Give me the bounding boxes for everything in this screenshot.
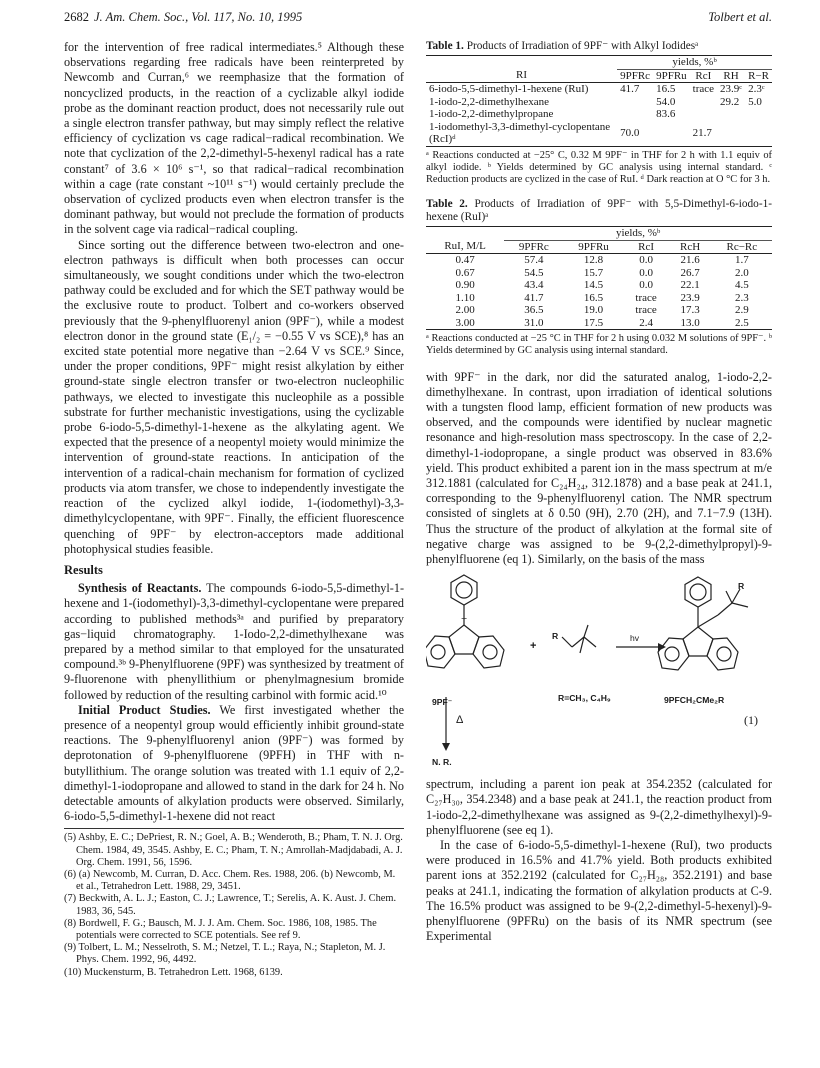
column-header: 9PFRu	[653, 69, 690, 83]
running-authors: Tolbert et al.	[708, 10, 772, 24]
table-cell: 2.9	[734, 304, 749, 317]
table-row	[426, 267, 772, 280]
table-cell: 0.67	[455, 266, 475, 279]
reaction-scheme	[426, 573, 772, 769]
journal-citation: J. Am. Chem. Soc., Vol. 117, No. 10, 1995	[94, 10, 303, 24]
table-cell	[717, 108, 745, 121]
table-cell: 41.7	[524, 291, 544, 304]
right-column	[426, 40, 772, 944]
table-cell	[690, 96, 717, 109]
table-cell: 31.0	[504, 317, 563, 330]
table-cell: 26.7	[680, 266, 700, 279]
column-header: RcI	[690, 69, 717, 83]
column-header: RuI, M/L	[426, 240, 504, 254]
table-row	[426, 108, 772, 121]
running-header	[64, 10, 772, 30]
paragraph-text: We first investigated whether the presence of a neopentyl group would efficiently inhibit ground-state reactions. The 9-phenylfluorenyl anion (9PF⁻) was formed by deprotonation of 9-phenylfluorene (9PFH) in THF with n-butyllithium. The orange solution was treated with 1.1 equiv of 2,2-dimethyl-1-iodopropane and allowed to stand in the dark for 24 h. No detectable amounts of alkylation products were observed. Similarly, 6-iodo-5,5-dimethyl-1-hexene did not react	[64, 702, 405, 824]
table-row	[426, 121, 772, 147]
paragraph: Since sorting out the difference between two-electron and one-electron pathways is difficult when both processes can occur simultaneously, we sought conditions under which the two-electron pathway could be excluded and for which the SET pathway would be the exclusive route to product. Tolbert and co-workers observed previously that the 9-phenylfluorenyl anion (9PF⁻), while a modest electron donor in the ground state (E₁/₂ = −0.55 V vs SCE),⁸ has an excited state potential more negative than −2.64 V vs SCE.⁹ Since, under the proper conditions, 9PF⁻ might resist alkylation by either ground-state single electron transfer or two-electron nucleophilic pathways, we elected to investigate this nucleophile as a possible substrate for further mechanistic investigations, using the cyclizable probe 6-iodo-5,5-dimethyl-1-hexene as the alkylating agent. We expected that the presence of a neopentyl moiety would minimize the intervention of ground-state reactions. In anticipation of the intervention of a radical-chain mechanism for formation of cyclized products via atom transfer, we chose to independently investigate the reaction of the cyclized alkyl iodide, 1-(iodomethyl)-3,3-dimethylcyclopentane, with 9PF⁻. Finally, the efficient fluorescence quenching of 9PF⁻ by electron-acceptors made additional photophysical studies feasible.	[64, 237, 404, 556]
table-cell: 2.00	[455, 304, 475, 317]
table-label: Table 2.	[426, 198, 468, 211]
bond	[718, 603, 732, 615]
table-cell: 0.0	[639, 254, 653, 267]
table-cell: 12.8	[583, 254, 604, 267]
paragraph: with 9PF⁻ in the dark, nor did the saturated analog, 1-iodo-2,2-dimethylhexane. In contrast, upon irradiation of identical solutions with a tungsten flood lamp, efficient formation of new products was observed, and the compounds were identified by nuclear magnetic resonance and high-resolution mass spectroscopy. In the case of 2,2-dimethyl-1-iodopropane, a single product was observed in 83.6% yield. This product exhibited a parent ion in the mass spectrum at m/e 312.1881 (calculated for C₂₄H₂₄, 312.1878) and a base peak at 241.1, corresponding to the 9-phenylfluorenyl cation. The NMR spectrum consisted of singlets at δ 0.50 (9H), 2.70 (2H), and 7.1−7.9 (13H). Thus the structure of the product of alkylation at the formal site of negative charge was assigned to be 9-(2,2-dimethylpropyl)-9-phenylfluorene (eq 1). Similarly, on the basis of the mass	[426, 369, 772, 566]
reagent-label: R=CH₃, C₄H₉	[558, 693, 611, 704]
table-cell: 14.5	[583, 279, 604, 292]
table-cell: 15.7	[583, 266, 604, 279]
table-caption	[426, 40, 772, 53]
table-cell: 0.0	[639, 279, 653, 292]
table-cell: 0.0	[639, 266, 653, 279]
run-in-heading: Synthesis of Reactants.	[78, 581, 202, 596]
carbanion-charge: −	[460, 614, 468, 624]
table-cell: 21.7	[690, 121, 717, 147]
table-label: Table 1.	[426, 40, 464, 52]
reference: (5) Ashby, E. C.; DePriest, R. N.; Goel, A. B.; Wenderoth, B.; Pham, T. N. J. Org. Chem. 1984, 49, 3545. Ashby, E. C.; Pham, T. N.; Amrollah-Madjdabadi, A. J. Org. Chem. 1991, 56, 1596.	[64, 832, 403, 868]
table-caption	[426, 198, 772, 224]
table-cell: 36.5	[524, 304, 544, 317]
table-row	[426, 254, 772, 267]
table-cell	[717, 121, 745, 147]
reference: (7) Beckwith, A. L. J.; Easton, C. J.; Lawrence, T.; Serelis, A. K. Aust. J. Chem. 1983, 36, 545.	[64, 893, 397, 917]
paragraph-synthesis	[64, 581, 404, 703]
column-header: RI	[426, 69, 617, 83]
delta-label: Δ	[456, 714, 464, 727]
table-cell: 0.90	[455, 279, 475, 292]
table-cell: 43.4	[524, 279, 544, 292]
table-cell: 54.0	[656, 95, 676, 108]
table-row	[426, 317, 772, 330]
table-cell: 0.47	[455, 254, 475, 267]
table-cell: 17.3	[680, 304, 700, 317]
benzo-ring-right	[473, 636, 504, 668]
plus-sign: +	[530, 640, 537, 653]
paragraph: spectrum, including a parent ion peak at 354.2352 (calculated for C₂₇H₃₀, 354.2348) and a base peak at 241.1, the reaction product from 1-iodo-2,2-dimethylhexane was assigned as 9-(2,2-dimethylhexyl)-9-phenylfluorene (see eq 1).	[426, 777, 772, 837]
reaction-scheme-drawing	[426, 573, 772, 769]
bond	[584, 625, 588, 637]
equation-number: (1)	[744, 713, 758, 728]
table-cell	[745, 121, 772, 147]
bond	[726, 591, 732, 603]
table-row	[426, 304, 772, 317]
table-cell: 23.9	[680, 291, 700, 304]
table-title: Products of Irradiation of 9PF⁻ with Alkyl Iodidesᵃ	[466, 40, 699, 52]
bond	[732, 603, 748, 607]
aromatic-circle	[690, 584, 706, 600]
table-cell: 21.6	[680, 254, 700, 267]
aromatic-circle	[431, 645, 445, 659]
group-header: yields, %ᵇ	[617, 56, 772, 70]
column-header: 9PFRu	[563, 240, 623, 254]
references-footnotes	[64, 828, 404, 978]
table-cell: 1-iodo-2,2-dimethylpropane	[429, 108, 554, 120]
bond	[584, 637, 596, 647]
product-label: 9PFCH₂CMe₂R	[664, 695, 725, 706]
table-footnotes: ᵃ Reactions conducted at −25 °C in THF for 2 h using 0.032 M solutions of 9PF⁻. ᵇ Yields determined by GC analysis using internal standard.	[426, 333, 772, 357]
table-1	[426, 40, 772, 186]
table-row	[426, 96, 772, 109]
table-cell: 41.7	[620, 83, 640, 95]
table-cell: 4.5	[734, 279, 749, 292]
table-2	[426, 198, 772, 357]
data-table	[426, 55, 772, 147]
table-row	[426, 292, 772, 305]
aromatic-circle	[483, 645, 497, 659]
table-cell: 70.0	[617, 121, 653, 147]
table-cell: trace	[635, 304, 657, 317]
arrow-condition-hv: hv	[630, 633, 640, 644]
arrowhead	[442, 743, 450, 751]
column-header: RcI	[624, 240, 669, 254]
table-cell	[690, 108, 717, 121]
table-row	[426, 279, 772, 292]
product-r-label: R	[738, 581, 745, 592]
table-cell: 1-iodomethyl-3,3-dimethyl-cyclopentane (RcI)ᵈ	[426, 121, 617, 147]
table-cell: 2.3ᶜ	[748, 83, 765, 95]
table-cell: 83.6	[656, 108, 676, 120]
reference: (10) Muckensturm, B. Tetrahedron Lett. 1968, 6139.	[64, 966, 283, 978]
aromatic-circle	[665, 647, 679, 661]
column-header: Rc−Rc	[712, 240, 772, 254]
aromatic-circle	[717, 647, 731, 661]
phenyl-ring	[451, 575, 477, 605]
table-cell	[745, 108, 772, 121]
table-cell: 2.0	[734, 266, 749, 279]
table-cell: 5.0	[748, 95, 762, 108]
table-cell: 2.3	[734, 291, 749, 304]
section-heading-results: Results	[64, 562, 103, 577]
table-cell: 23.9ᶜ	[720, 83, 743, 95]
column-header: 9PFRc	[504, 240, 563, 254]
table-cell: 17.5	[563, 317, 623, 330]
group-header: yields, %ᵇ	[504, 227, 772, 241]
table-cell: 13.0	[669, 317, 712, 330]
data-table	[426, 226, 772, 330]
table-cell: 57.4	[524, 254, 544, 267]
table-cell: 1.10	[455, 291, 475, 304]
reactant-label: 9PF⁻	[432, 697, 453, 708]
no-reaction-label: N. R.	[432, 757, 452, 768]
table-row	[426, 83, 772, 96]
paragraph-text: The compounds 6-iodo-5,5-dimethyl-1-hexene and 1-(iodomethyl)-3,3-dimethyl-cyclopentane were prepared according to published methods³ᵃ and purified by preparatory gas−liquid chromatography. 1-Iodo-2,2-dimethylhexane was prepared by a method similar to that employed for the unsaturated compound.³ᵇ 9-Phenylfluorene (9PF) was synthesized by treatment of 9-fluorenone with phenyllithium or phenylmagnesium bromide followed by reduction of the resulting carbinol with formic acid.¹⁰	[64, 581, 404, 702]
table-cell: 22.1	[680, 279, 700, 292]
bond	[562, 637, 572, 647]
table-cell	[617, 96, 653, 109]
benzo-ring-left	[426, 636, 455, 668]
left-column	[64, 40, 404, 979]
bond	[698, 615, 718, 627]
paragraph-initial-studies	[64, 703, 404, 825]
table-cell: 1-iodo-2,2-dimethylhexane	[429, 95, 550, 108]
column-header: RcH	[669, 240, 712, 254]
paragraph: In the case of 6-iodo-5,5-dimethyl-1-hexene (RuI), two products were produced in 16.5% and 41.7% yield. Both products exhibited parent ions at 352.2192 (calculated for C₂₇H₂₈, 352.2191) and base peaks at 241.1, indicating the formation of alkylation products at C-9. The 16.5% product was assigned to be 9-(2,2-dimethyl-5-hexenyl)-9-phenylfluorene (9PFRu) on the basis of its NMR spectrum (see Experimental	[426, 837, 772, 944]
aromatic-circle	[456, 582, 472, 598]
table-cell: 16.5	[583, 291, 604, 304]
benzo-ring-right	[707, 638, 738, 670]
run-in-heading: Initial Product Studies.	[78, 702, 211, 717]
table-cell: 29.2	[720, 95, 740, 108]
reagent-r-label: R	[552, 631, 559, 642]
table-cell	[617, 108, 653, 121]
phenyl-ring	[685, 577, 711, 607]
page-number: 2682	[64, 10, 89, 24]
table-cell: trace	[692, 83, 715, 95]
table-cell: 3.00	[426, 317, 504, 330]
table-title: Products of Irradiation of 9PF⁻ with 5,5-Dimethyl-6-iodo-1-hexene (RuI)ᵃ	[426, 198, 772, 224]
table-cell: 1.7	[734, 254, 749, 267]
table-cell: 2.4	[624, 317, 669, 330]
paragraph: for the intervention of free radical intermediates.⁵ Although these observations regarding free radicals have been reinterpreted by Newcomb and Curran,⁶ we reemphasize that the formation of noncyclized products, in the reaction of a cyclizable alkyl iodide probe as the dominant reaction product, does not necessarily rule out a single electron transfer pathway, but may simply reflect the relative efficiency of cyclization vs cage radical−radical recombination. We note that cyclization of the 2,2-dimethyl-5-hexenyl radical has a rate constant⁷ of 3.6 × 10⁶ s⁻¹, so that radical−radical recombination within a cage (rate constant ~10¹¹ s⁻¹) would certainly preclude the observation of cyclized products even when electron transfer is the dominant pathway, but would not preclude the formation of products in the solvent cage via radical−radical coupling.	[64, 40, 404, 237]
table-footnotes: ᵃ Reactions conducted at −25° C, 0.32 M 9PF⁻ in THF for 2 h with 1.1 equiv of alkyl iodide. ᵇ Yields determined by GC analysis using internal standard. ᶜ Reduction products are cyclized in the case of RuI. ᵈ Dark reaction at O °C for 3 h.	[426, 149, 772, 185]
column-header: 9PFRc	[617, 69, 653, 83]
table-cell	[653, 121, 690, 147]
column-header: RH	[717, 69, 745, 83]
reference: (9) Tolbert, L. M.; Nesselroth, S. M.; Netzel, T. L.; Raya, N.; Stapleton, M. J. Phys. Chem. 1992, 96, 4492.	[64, 942, 386, 966]
table-cell: 2.5	[712, 317, 772, 330]
column-header: R−R	[745, 69, 772, 83]
reference: (8) Bordwell, F. G.; Bausch, M. J. J. Am. Chem. Soc. 1986, 108, 1985. The potentials were corrected to SCE potentials. See ref 9.	[64, 917, 377, 941]
table-cell: 16.5	[656, 83, 676, 95]
table-cell: 19.0	[583, 304, 604, 317]
reference: (6) (a) Newcomb, M. Curran, D. Acc. Chem. Res. 1988, 206. (b) Newcomb, M. et al., Tetrahedron Lett. 1988, 29, 3451.	[64, 868, 396, 893]
table-cell: 6-iodo-5,5-dimethyl-1-hexene (RuI)	[429, 83, 589, 95]
table-cell: 54.5	[524, 266, 544, 279]
benzo-ring-left	[658, 638, 689, 670]
table-cell: trace	[635, 291, 657, 304]
